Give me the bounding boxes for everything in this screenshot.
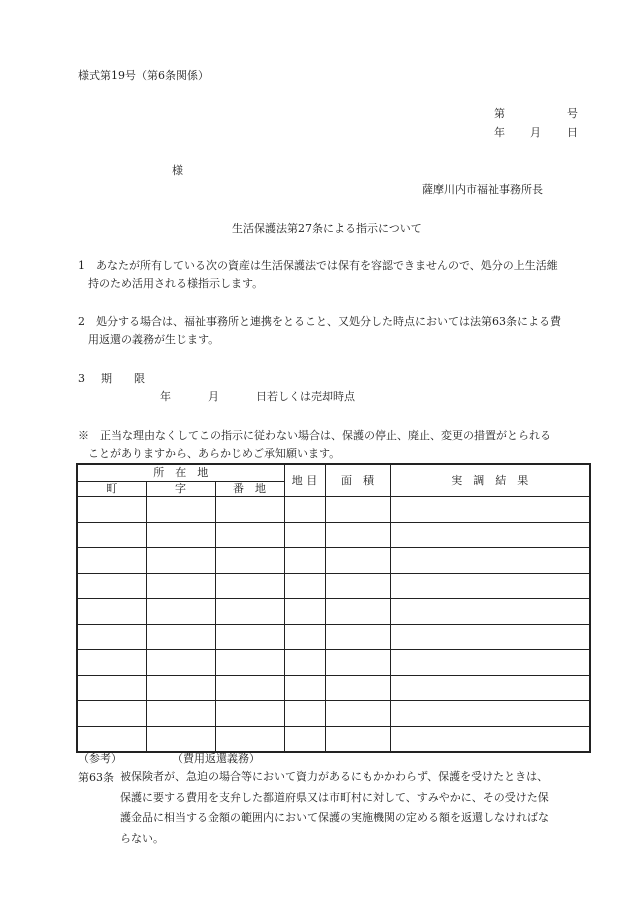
- reference-label: （参考）: [78, 752, 122, 765]
- addressee-suffix: 様: [172, 164, 183, 177]
- aza-cell: [146, 726, 215, 752]
- lot-number-cell: [215, 599, 284, 625]
- table-row: [77, 701, 590, 727]
- item-number: 1: [78, 259, 85, 272]
- item-text-line1: 処分する場合は、福祉事務所と連携をとること、又処分した時点においては法第63条による費: [96, 315, 561, 328]
- lot-number-cell: [215, 675, 284, 701]
- aza-cell: [146, 701, 215, 727]
- item-text-line2: 用返還の義務が生じます。: [88, 333, 220, 346]
- land-type-cell: [284, 624, 325, 650]
- location-header: 所 在 地: [77, 464, 284, 482]
- item-number: 2: [78, 315, 85, 328]
- land-type-cell: [284, 701, 325, 727]
- area-cell: [325, 624, 390, 650]
- table-row: [77, 522, 590, 548]
- asset-table: [76, 463, 591, 753]
- date-month-label: 月: [530, 126, 541, 139]
- article-text: [120, 767, 590, 849]
- town-header: 町: [77, 482, 146, 497]
- town-cell: [77, 599, 146, 625]
- town-cell: [77, 726, 146, 752]
- item-text-line2: 持のため活用される様指示します。: [88, 277, 264, 290]
- land-type-cell: [284, 726, 325, 752]
- area-cell: [325, 548, 390, 574]
- survey-result-cell: [390, 624, 590, 650]
- lot-number-cell: [215, 624, 284, 650]
- article-line: 護金品に相当する金額の範囲内において保護の実施機関の定める額を返還しなければな: [120, 811, 549, 824]
- land-type-cell: [284, 675, 325, 701]
- aza-cell: [146, 548, 215, 574]
- notice-mark: ※: [78, 429, 89, 442]
- aza-cell: [146, 599, 215, 625]
- lot-number-cell: [215, 573, 284, 599]
- form-number: 様式第19号（第6条関係）: [78, 69, 209, 82]
- table-row: [77, 650, 590, 676]
- deadline-number: 3: [78, 372, 85, 385]
- table-row: [77, 497, 590, 523]
- town-cell: [77, 650, 146, 676]
- survey-result-cell: [390, 573, 590, 599]
- aza-cell: [146, 573, 215, 599]
- area-cell: [325, 701, 390, 727]
- survey-result-cell: [390, 650, 590, 676]
- item-text-line1: あなたが所有している次の資産は生活保護法では保有を容認できませんので、処分の上生活維: [96, 259, 558, 272]
- town-cell: [77, 522, 146, 548]
- aza-cell: [146, 675, 215, 701]
- survey-result-cell: [390, 497, 590, 523]
- town-cell: [77, 497, 146, 523]
- town-cell: [77, 573, 146, 599]
- town-cell: [77, 624, 146, 650]
- date-day-label: 日: [567, 126, 578, 139]
- area-cell: [325, 599, 390, 625]
- date-year-label: 年: [494, 126, 505, 139]
- notice-line1: 正当な理由なくしてこの指示に従わない場合は、保護の停止、廃止、変更の措置がとられる: [100, 429, 551, 442]
- table-body: [77, 497, 590, 753]
- document-number-suffix: 号: [567, 107, 578, 120]
- article-line: らない。: [120, 831, 164, 845]
- town-cell: [77, 548, 146, 574]
- land-type-cell: [284, 497, 325, 523]
- survey-result-cell: [390, 599, 590, 625]
- survey-result-cell: [390, 522, 590, 548]
- land-type-cell: [284, 599, 325, 625]
- table-row: [77, 548, 590, 574]
- aza-cell: [146, 522, 215, 548]
- document-number-prefix: 第: [494, 107, 505, 120]
- table-row: [77, 573, 590, 599]
- survey-result-header: 実 調 結 果: [390, 464, 590, 497]
- table-row: [77, 675, 590, 701]
- survey-result-cell: [390, 701, 590, 727]
- lot-number-cell: [215, 701, 284, 727]
- area-cell: [325, 726, 390, 752]
- area-cell: [325, 573, 390, 599]
- article-line: 保護に要する費用を支弁した都道府県又は市町村に対して、すみやかに、その受けた保: [120, 790, 549, 804]
- town-cell: [77, 701, 146, 727]
- notice-line2: ことがありますから、あらかじめご承知願います。: [88, 447, 341, 460]
- area-cell: [325, 522, 390, 548]
- land-type-cell: [284, 650, 325, 676]
- sender-name: 薩摩川内市福祉事務所長: [422, 183, 543, 196]
- survey-result-cell: [390, 726, 590, 752]
- land-type-cell: [284, 548, 325, 574]
- land-type-cell: [284, 522, 325, 548]
- survey-result-cell: [390, 548, 590, 574]
- area-cell: [325, 497, 390, 523]
- table-row: [77, 599, 590, 625]
- area-header: 面 積: [325, 464, 390, 497]
- deadline-tail: 日若しくは売却時点: [256, 390, 355, 403]
- lot-number-cell: [215, 522, 284, 548]
- instruction-item-1: [78, 257, 590, 293]
- instruction-item-2: [78, 313, 590, 349]
- lot-number-cell: [215, 548, 284, 574]
- deadline-label: 期 限: [101, 372, 145, 385]
- aza-header: 字: [146, 482, 215, 497]
- land-type-cell: [284, 573, 325, 599]
- lot-number-cell: [215, 726, 284, 752]
- lot-number-cell: [215, 650, 284, 676]
- aza-cell: [146, 624, 215, 650]
- lot-number-cell: [215, 497, 284, 523]
- lot-number-header: 番 地: [215, 482, 284, 497]
- table-row: [77, 726, 590, 752]
- survey-result-cell: [390, 675, 590, 701]
- deadline-month-label: 月: [208, 390, 219, 403]
- notice: [78, 427, 590, 463]
- aza-cell: [146, 650, 215, 676]
- article-number: 第63条: [78, 771, 114, 784]
- document-title: 生活保護法第27条による指示について: [232, 222, 422, 235]
- land-type-header: 地 目: [284, 464, 325, 497]
- article-line: 被保険者が、急迫の場合等において資力があるにもかかわらず、保護を受けたときは、: [120, 770, 549, 783]
- aza-cell: [146, 497, 215, 523]
- deadline-year-label: 年: [160, 390, 171, 403]
- area-cell: [325, 675, 390, 701]
- town-cell: [77, 675, 146, 701]
- table-row: [77, 624, 590, 650]
- reference-heading: （費用返還義務）: [172, 752, 260, 765]
- area-cell: [325, 650, 390, 676]
